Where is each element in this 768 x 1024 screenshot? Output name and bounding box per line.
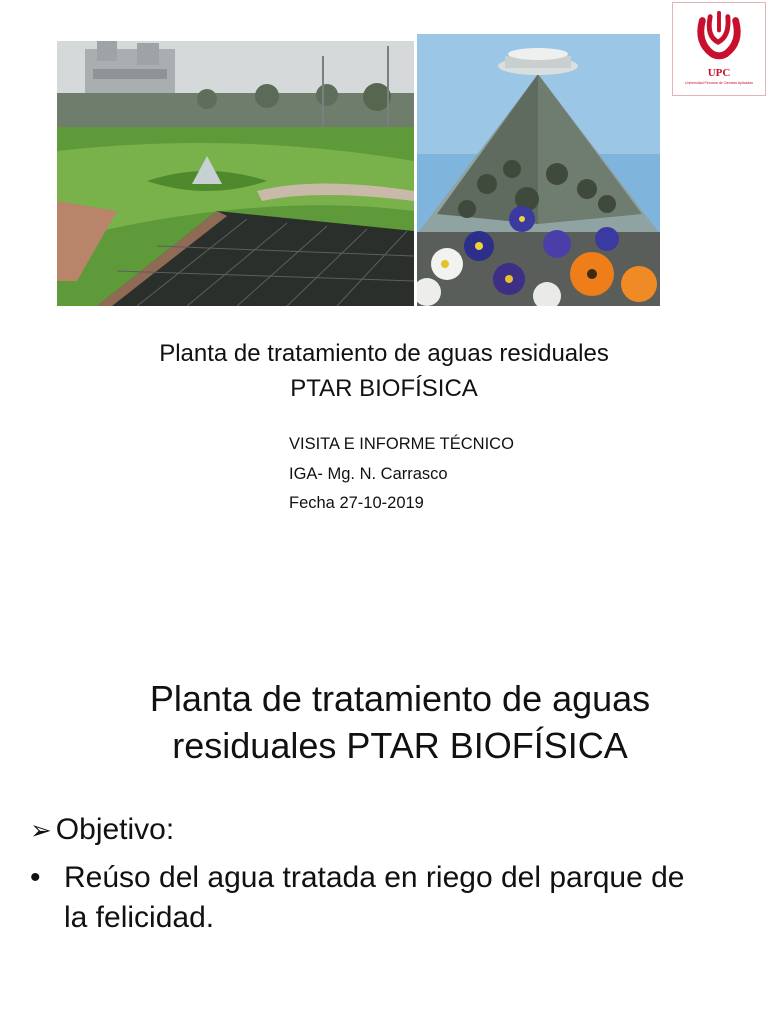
bullet-text-line1: Reúso del agua tratada en riego del parque de xyxy=(64,861,685,894)
visit-report-label: VISITA E INFORME TÉCNICO xyxy=(289,435,514,453)
bullet-text xyxy=(64,858,684,938)
upc-logo-subtitle: Universidad Peruana de Ciencias Aplicadas xyxy=(685,81,753,85)
treatment-plant-photo xyxy=(57,41,414,306)
upc-logo-text: UPC xyxy=(707,67,731,79)
slide2-content xyxy=(30,808,730,938)
slide1-title xyxy=(0,336,768,406)
upc-logo xyxy=(672,2,766,96)
slide2-title-line2: residuales PTAR BIOFÍSICA xyxy=(172,725,628,766)
bullet-dot: • xyxy=(30,861,41,894)
author-label: IGA- Mg. N. Carrasco xyxy=(289,464,448,483)
objective-heading xyxy=(30,808,730,852)
slide1-title-line1: Planta de tratamiento de aguas residuales xyxy=(159,340,609,367)
bullet-text-line2: la felicidad. xyxy=(64,901,215,934)
date-label: Fecha 27-10-2019 xyxy=(289,494,424,512)
arrow-bullet-icon: ➢ xyxy=(30,815,52,845)
slide2-title xyxy=(0,675,768,769)
slide1-title-line2: PTAR BIOFÍSICA xyxy=(290,375,478,402)
glass-pyramid-photo xyxy=(417,34,660,306)
list-item xyxy=(30,858,730,938)
objective-label: Objetivo: xyxy=(55,813,175,846)
objective-slide xyxy=(0,576,768,1024)
slide2-title-line1: Planta de tratamiento de aguas xyxy=(149,678,651,719)
slide1-info-block xyxy=(289,430,514,519)
